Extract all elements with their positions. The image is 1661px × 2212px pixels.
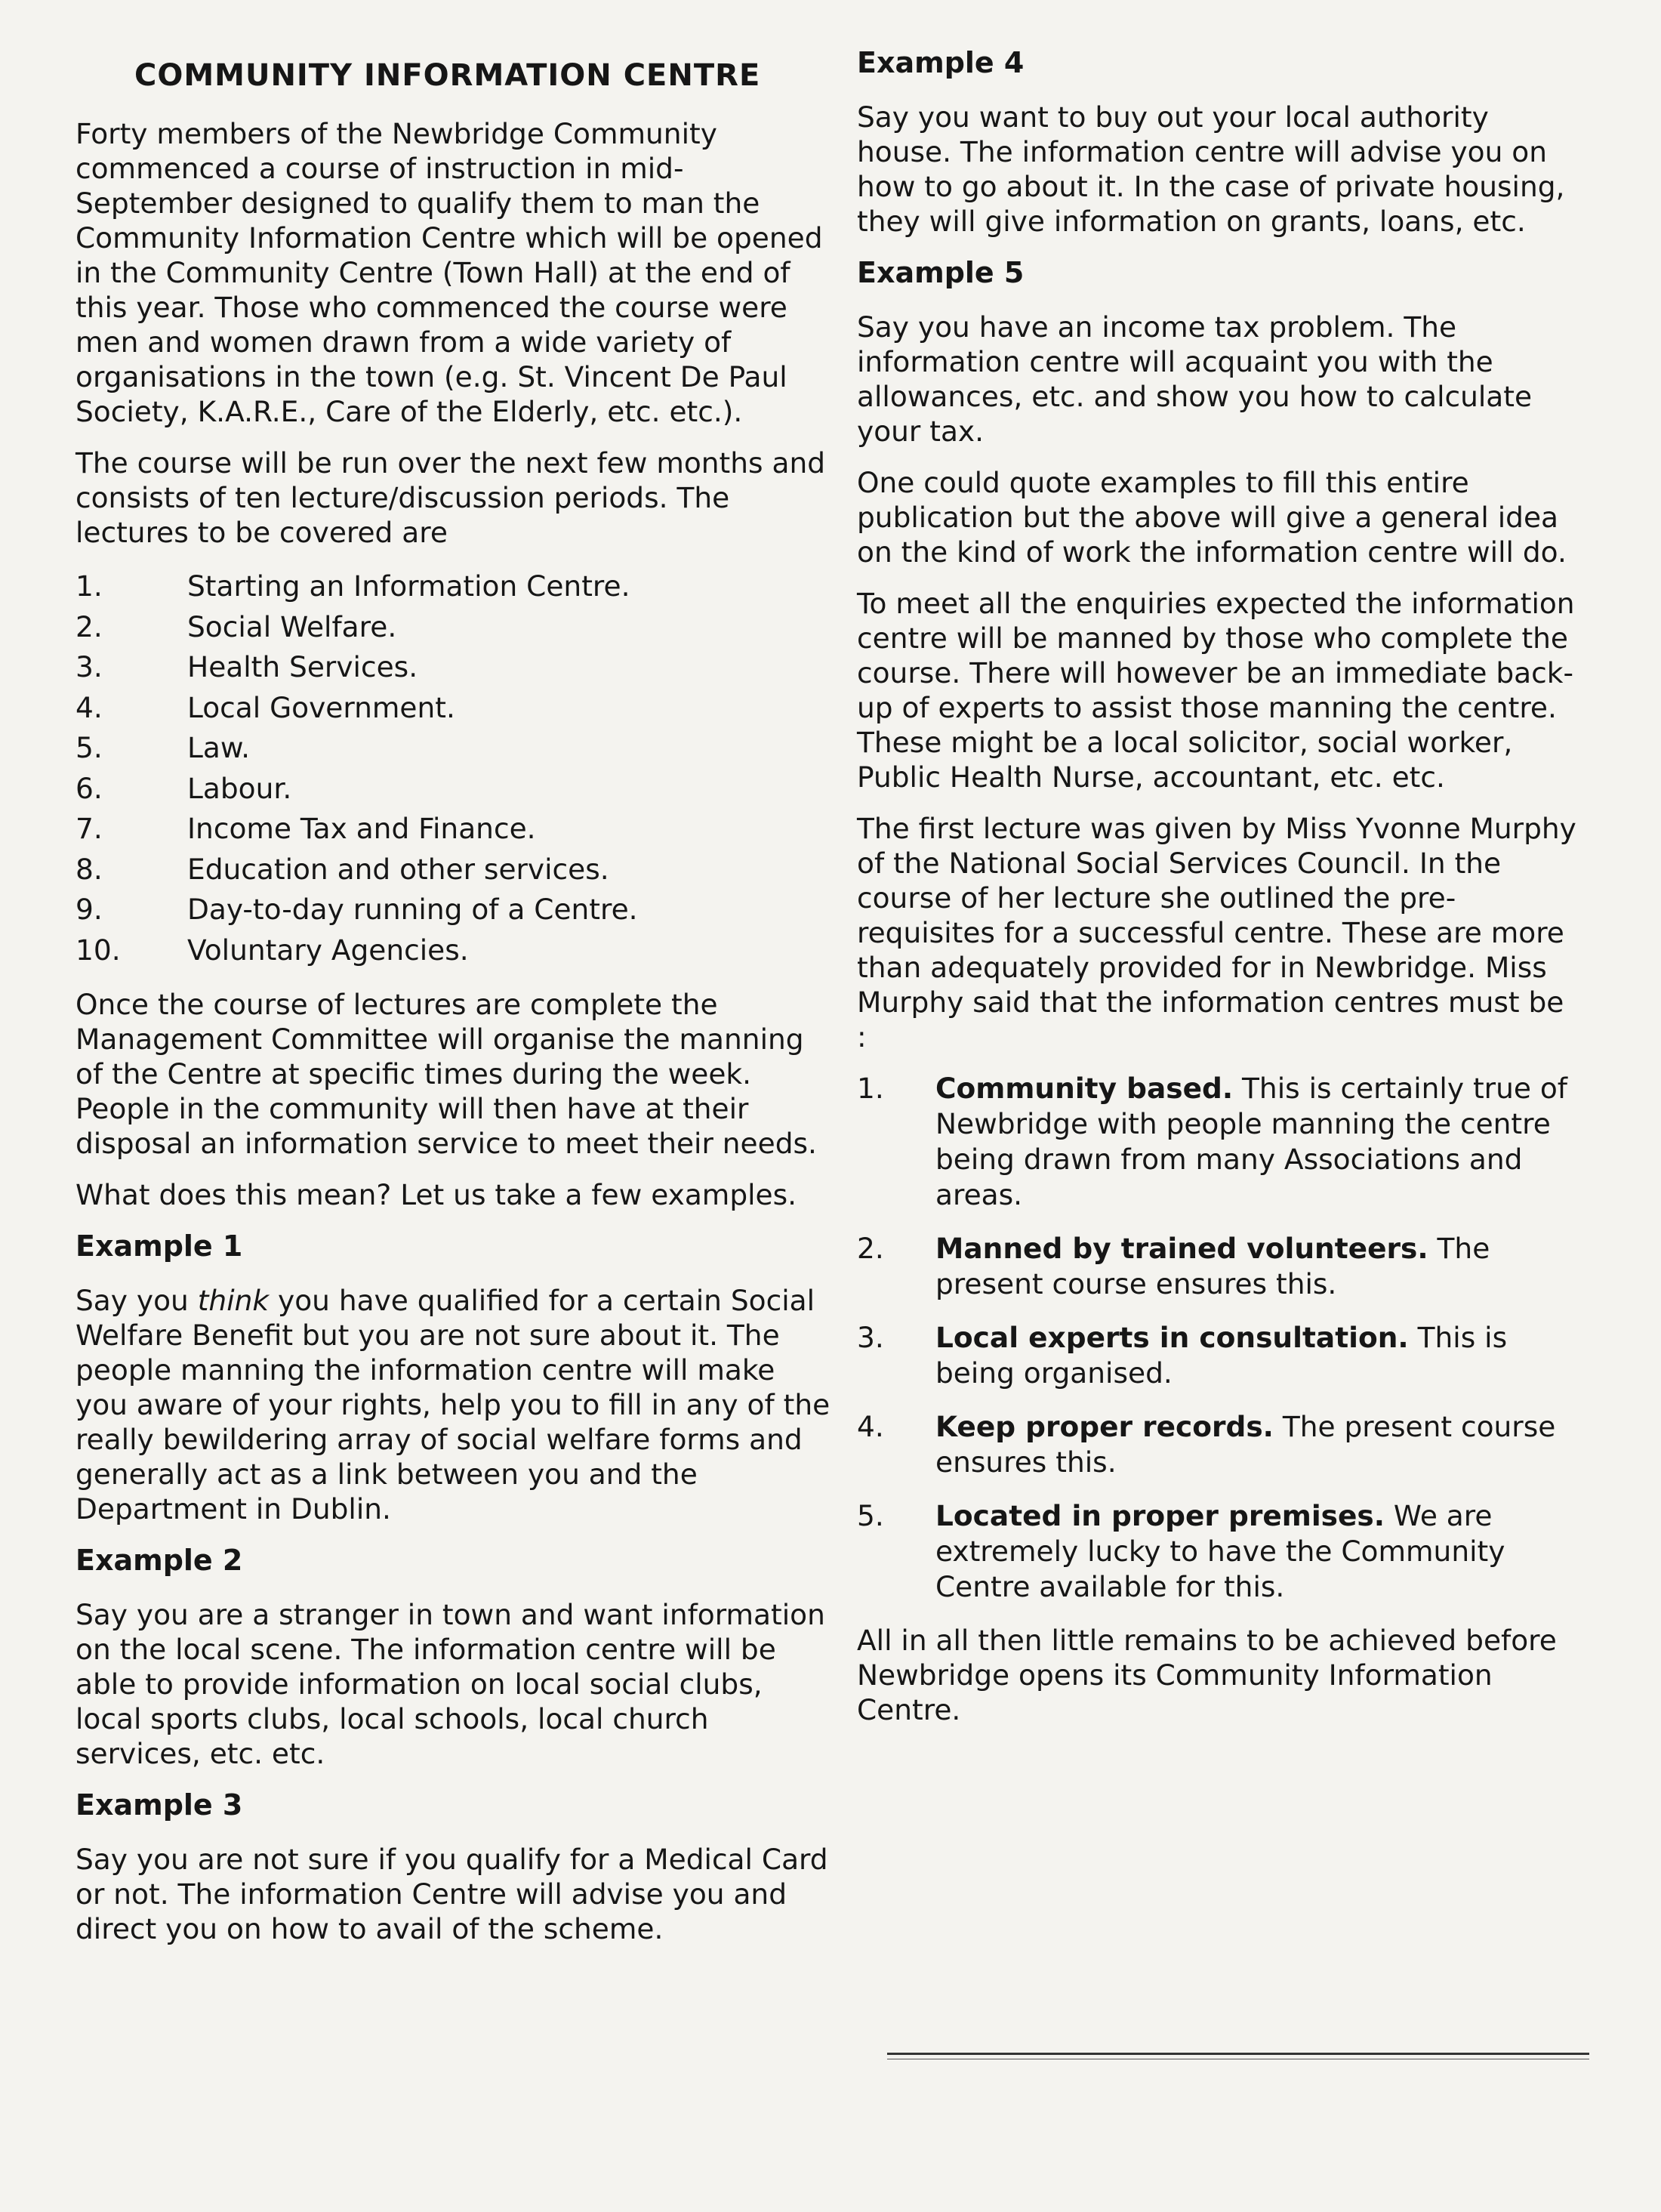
left-column [76,45,830,1963]
list-bold: Manned by trained volunteers. [935,1232,1428,1265]
list-number: 7. [76,812,103,845]
list-text: Health Services. [187,650,418,683]
list-number: 5. [76,731,103,764]
list-item [76,566,830,607]
list-item [857,1498,1582,1605]
list-number: 1. [857,1072,884,1105]
list-bold: Keep proper records. [935,1410,1274,1443]
course-paragraph: The course will be run over the next few months and consists of ten lecture/discussion periods. The lectures to be covered are [76,446,826,549]
list-number: 3. [857,1321,884,1354]
list-item [76,850,830,890]
list-text: Day-to-day running of a Centre. [187,893,638,926]
example-4-text: Say you want to buy out your local authority house. The information centre will advise you on how to go about it. In the case of private housing, they will give information on grants, loans, etc. [857,100,1565,238]
intro-paragraph: Forty members of the Newbridge Community commenced a course of instruction in mid-September designed to qualify them to man the Community Information Centre which will be opened in the Community Centre (Town Hall) at the end of this year. Those who commenced the course were men and women drawn from a wide variety of organisations in the town (e.g. St. Vincent De Paul Society, K.A.R.E., Care of the Elderly, etc. etc.). [76,117,823,428]
list-item [857,1231,1582,1302]
list-number: 10. [76,933,121,967]
first-lecture-paragraph: The first lecture was given by Miss Yvonne Murphy of the National Social Services Council. In the course of her lecture she outlined the pre-requisites for a successful centre. These are more than adequately provided for in Newbridge. Miss Murphy said that the information centres must be : [857,812,1576,1054]
example-5-heading: Example 5 [857,256,1025,289]
list-text: We are extremely lucky to have the Community Centre available for this. [935,1499,1505,1603]
once-paragraph: Once the course of lectures are complete the Management Committee will organise the manning of the Centre at specific times during the week. People in the community will then have at their disposal an information service to meet their needs. [76,988,817,1160]
page-title: COMMUNITY INFORMATION CENTRE [134,58,761,93]
example-4-heading: Example 4 [857,46,1025,79]
list-item [76,890,830,930]
right-column [857,45,1582,1744]
meet-paragraph: To meet all the enquiries expected the information centre will be manned by those who complete the course. There will however be an immediate back-up of experts to assist those manning the centre. These might be a local solicitor, social worker, Public Health Nurse, accountant, etc. etc. [857,587,1575,794]
list-text: This is certainly true of Newbridge with people manning the centre being drawn from many Associations and areas. [935,1072,1567,1211]
question-paragraph: What does this mean? Let us take a few examples. [76,1178,797,1211]
list-item [857,1320,1582,1391]
example-3-heading: Example 3 [76,1788,243,1822]
list-text: Income Tax and Finance. [187,812,536,845]
closing-paragraph: All in all then little remains to be achieved before Newbridge opens its Community Information Centre. [857,1624,1557,1726]
requisites-list [857,1071,1582,1605]
example-5-text: Say you have an income tax problem. The information centre will acquaint you with the allowances, etc. and show you how to calculate your tax. [857,310,1533,448]
list-number: 6. [76,771,103,805]
example-1-text: Say you think you have qualified for a certain Social Welfare Benefit but you are not sure about it. The people manning the information centre will make you aware of your rights, help you to fill in any of the really bewildering array of social welfare forms and generally act as a link between you and the Department in Dublin. [76,1284,830,1526]
list-text: Labour. [187,771,292,805]
example-1-heading: Example 1 [76,1229,243,1263]
emphasis: think [197,1284,270,1317]
list-item [76,607,830,648]
list-item [857,1071,1582,1213]
list-number: 3. [76,650,103,683]
example-2-heading: Example 2 [76,1544,243,1577]
list-bold: Located in proper premises. [935,1499,1385,1532]
example-2-text: Say you are a stranger in town and want information on the local scene. The information centre will be able to provide information on local social clubs, local sports clubs, local schools, local church services, etc. etc. [76,1598,825,1770]
lecture-list [76,566,830,970]
list-text: The present course ensures this. [935,1232,1490,1300]
list-item [76,769,830,810]
divider-rule [887,2053,1589,2055]
list-item [76,647,830,688]
list-number: 4. [76,690,103,724]
list-bold: Community based. [935,1072,1234,1105]
list-item [857,1409,1582,1480]
list-text: Local Government. [187,690,455,724]
list-number: 8. [76,852,103,886]
list-number: 2. [857,1232,884,1265]
list-number: 1. [76,569,103,603]
list-number: 5. [857,1499,884,1532]
list-text: This is being organised. [935,1321,1508,1390]
list-number: 4. [857,1410,884,1443]
list-text: Social Welfare. [187,609,397,643]
quote-paragraph: One could quote examples to fill this entire publication but the above will give a general idea on the kind of work the information centre will do. [857,466,1567,569]
example-3-text: Say you are not sure if you qualify for a Medical Card or not. The information Centre will advise you and direct you on how to avail of the scheme. [76,1843,828,1945]
list-number: 9. [76,893,103,926]
list-item [76,930,830,971]
list-bold: Local experts in consultation. [935,1321,1409,1354]
list-text: The present course ensures this. [935,1410,1556,1479]
list-text: Voluntary Agencies. [187,933,469,967]
list-text: Starting an Information Centre. [187,569,630,603]
list-item [76,809,830,850]
list-item [76,728,830,769]
list-text: Education and other services. [187,852,609,886]
list-text: Law. [187,731,251,764]
list-item [76,688,830,729]
list-number: 2. [76,609,103,643]
